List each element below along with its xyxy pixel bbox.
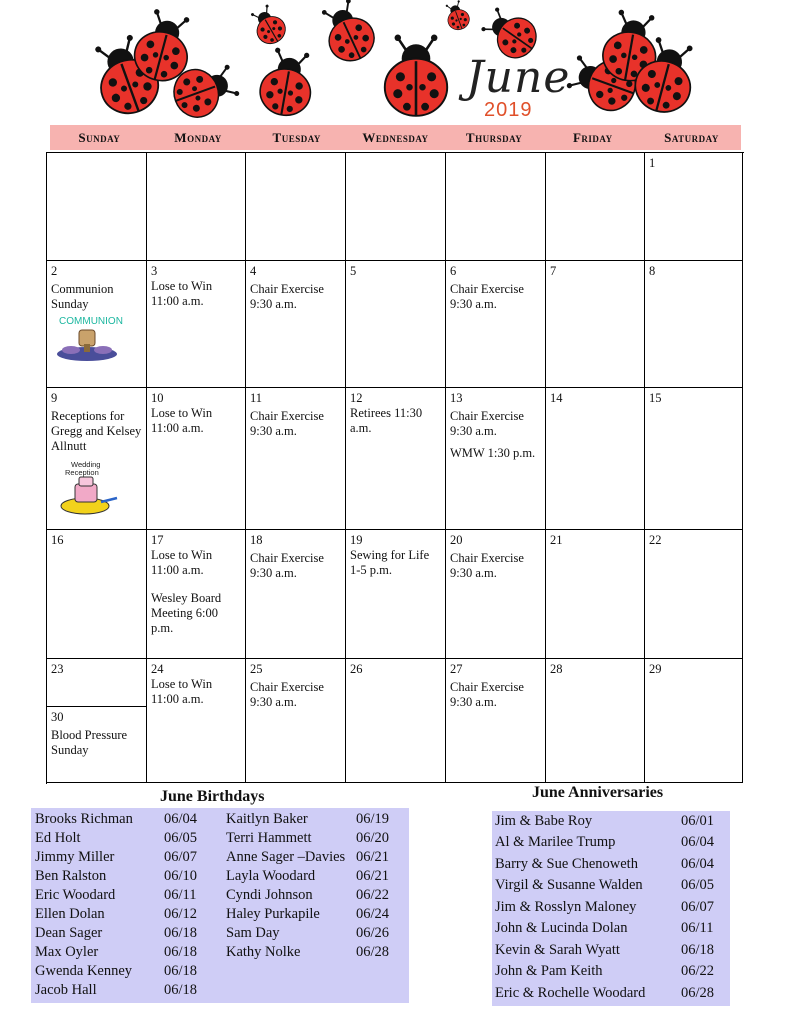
birthday-date: 06/18	[164, 982, 198, 998]
calendar-cell-day-2	[47, 261, 147, 388]
day-number: 9	[51, 391, 58, 405]
birthday-date: 06/24	[356, 906, 390, 922]
event-text: Receptions for Gregg and Kelsey Allnutt	[51, 409, 142, 453]
event-text: Lose to Win 11:00 a.m.	[151, 548, 213, 577]
day-number: 25	[250, 662, 263, 676]
birthday-date: 06/05	[164, 830, 198, 846]
day-number: 11	[250, 391, 263, 405]
day-number: 4	[250, 264, 257, 278]
birthday-name: Dean Sager	[35, 925, 103, 941]
birthday-date: 06/21	[356, 868, 390, 884]
birthday-date: 06/26	[356, 925, 390, 941]
birthday-date: 06/04	[164, 811, 198, 827]
wedding-cake-icon	[51, 458, 127, 516]
day-number: 27	[450, 662, 463, 676]
birthday-name: Ed Holt	[35, 830, 81, 846]
event-text: Chair Exercise 9:30 a.m.	[450, 409, 524, 438]
calendar-cell-day-21	[546, 530, 645, 659]
ladybug-icon	[315, 0, 381, 68]
calendar-cell-day-12	[346, 388, 446, 530]
weekday-friday: Friday	[572, 130, 613, 145]
anniversary-date: 06/05	[681, 877, 715, 893]
calendar-cell-day-9	[47, 388, 147, 530]
day-number: 29	[649, 662, 662, 676]
weekday-wednesday: Wednesday	[362, 130, 429, 145]
day-number: 2	[51, 264, 58, 278]
anniversary-date: 06/22	[681, 963, 715, 979]
day-number: 30	[51, 710, 64, 724]
ladybug-banner	[0, 0, 791, 124]
weekday-sunday: Sunday	[78, 130, 121, 145]
event-text: Chair Exercise 9:30 a.m.	[450, 551, 524, 580]
birthday-name: Kathy Nolke	[226, 944, 301, 960]
event-text: Lose to Win 11:00 a.m.	[151, 406, 213, 435]
birthday-date: 06/18	[164, 944, 198, 960]
event-text: Chair Exercise 9:30 a.m.	[250, 282, 324, 311]
calendar-cell-day-8	[645, 261, 743, 388]
calendar-cell-day-23	[47, 659, 147, 707]
birthday-date: 06/07	[164, 849, 198, 865]
calendar-cell-day-5	[346, 261, 446, 388]
calendar-cell-day-22	[645, 530, 743, 659]
day-number: 3	[151, 264, 158, 278]
calendar-cell-day-20	[446, 530, 546, 659]
anniversary-name: Eric & Rochelle Woodard	[495, 985, 646, 1001]
calendar-cell-day-13	[446, 388, 546, 530]
event-text: Chair Exercise 9:30 a.m.	[250, 409, 324, 438]
day-number: 1	[649, 156, 656, 170]
calendar-cell-empty	[346, 153, 446, 261]
calendar-cell-day-14	[546, 388, 645, 530]
year-title: 2019	[484, 99, 533, 121]
calendar-cell-day-6	[446, 261, 546, 388]
day-number: 24	[151, 662, 164, 676]
calendar-cell-day-29	[645, 659, 743, 783]
event-text: Communion Sunday	[51, 282, 114, 311]
day-number: 17	[151, 533, 164, 547]
day-number: 5	[350, 264, 357, 278]
birthday-date: 06/10	[164, 868, 198, 884]
day-number: 20	[450, 533, 463, 547]
birthdays-list	[31, 808, 409, 1003]
event-text: Sewing for Life 1-5 p.m.	[350, 548, 430, 577]
birthday-name: Ben Ralston	[35, 868, 107, 884]
calendar-cell-empty	[446, 153, 546, 261]
event-text: Chair Exercise 9:30 a.m.	[250, 551, 324, 580]
anniversary-name: John & Lucinda Dolan	[495, 920, 628, 936]
birthday-date: 06/18	[164, 963, 198, 979]
ladybug-illustrations	[0, 0, 791, 124]
calendar-cell-day-7	[546, 261, 645, 388]
calendar-cell-day-24	[147, 659, 246, 783]
anniversaries-title: June Anniversaries	[532, 784, 664, 801]
calendar-cell-day-16	[47, 530, 147, 659]
anniversary-date: 06/04	[681, 834, 715, 850]
anniversary-date: 06/04	[681, 856, 715, 872]
birthday-name: Haley Purkapile	[226, 906, 320, 922]
day-number: 21	[550, 533, 563, 547]
communion-icon	[51, 314, 127, 364]
event-text: Lose to Win 11:00 a.m.	[151, 279, 213, 308]
calendar-cell-day-19	[346, 530, 446, 659]
calendar-cell-empty	[47, 153, 147, 261]
birthday-name: Max Oyler	[35, 944, 99, 960]
day-number: 18	[250, 533, 263, 547]
day-number: 14	[550, 391, 563, 405]
calendar-cell-empty	[546, 153, 645, 261]
anniversary-name: Kevin & Sarah Wyatt	[495, 942, 620, 958]
ladybug-icon	[442, 0, 472, 33]
event-text: Chair Exercise 9:30 a.m.	[250, 680, 324, 709]
day-number: 13	[450, 391, 463, 405]
ladybug-icon	[247, 2, 291, 49]
weekday-thursday: Thursday	[465, 130, 523, 145]
anniversary-name: Barry & Sue Chenoweth	[495, 856, 638, 872]
ladybug-icon	[385, 35, 447, 116]
birthday-name: Jimmy Miller	[35, 849, 115, 865]
birthday-name: Jacob Hall	[35, 982, 97, 998]
birthday-date: 06/12	[164, 906, 198, 922]
calendar-cell-day-27	[446, 659, 546, 783]
weekday-monday: Monday	[174, 130, 222, 145]
calendar-cell-empty	[147, 153, 246, 261]
day-number: 10	[151, 391, 164, 405]
birthday-name: Sam Day	[226, 925, 280, 941]
weekday-header	[50, 125, 741, 150]
event-text: WMW 1:30 p.m.	[450, 446, 536, 460]
anniversary-name: Jim & Babe Roy	[495, 813, 593, 829]
event-text: Retirees 11:30 a.m.	[350, 406, 423, 435]
day-number: 22	[649, 533, 662, 547]
calendar-cell-day-18	[246, 530, 346, 659]
birthday-date: 06/11	[164, 887, 197, 903]
communion-label: COMMUNION	[59, 316, 123, 327]
day-number: 23	[51, 662, 64, 676]
event-text: Blood Pressure Sunday	[51, 728, 128, 757]
anniversary-date: 06/01	[681, 813, 715, 829]
birthday-name: Layla Woodard	[226, 868, 316, 884]
anniversary-name: Jim & Rosslyn Maloney	[495, 899, 637, 915]
day-number: 15	[649, 391, 662, 405]
birthday-name: Brooks Richman	[35, 811, 133, 827]
calendar-cell-day-1	[645, 153, 743, 261]
birthday-name: Ellen Dolan	[35, 906, 105, 922]
day-number: 19	[350, 533, 363, 547]
weekday-saturday: Saturday	[664, 130, 719, 145]
day-number: 6	[450, 264, 457, 278]
birthday-date: 06/22	[356, 887, 390, 903]
wedding-label: Wedding	[71, 460, 101, 469]
calendar-cell-day-30	[47, 707, 147, 783]
anniversary-date: 06/18	[681, 942, 715, 958]
birthday-name: Eric Woodard	[35, 887, 116, 903]
day-number: 12	[350, 391, 363, 405]
day-number: 8	[649, 264, 656, 278]
calendar-cell-empty	[246, 153, 346, 261]
month-title: June	[466, 52, 571, 103]
birthday-name: Kaitlyn Baker	[226, 811, 308, 827]
day-number: 7	[550, 264, 557, 278]
calendar-grid	[46, 152, 744, 784]
calendar-cell-day-15	[645, 388, 743, 530]
day-number: 16	[51, 533, 64, 547]
birthday-date: 06/20	[356, 830, 390, 846]
calendar-cell-day-25	[246, 659, 346, 783]
calendar-cell-day-11	[246, 388, 346, 530]
birthday-name: Terri Hammett	[226, 830, 312, 846]
birthday-date: 06/19	[356, 811, 390, 827]
birthday-name: Cyndi Johnson	[226, 887, 313, 903]
anniversary-name: Al & Marilee Trump	[495, 834, 616, 850]
event-text: Chair Exercise 9:30 a.m.	[450, 282, 524, 311]
calendar-cell-day-17	[147, 530, 246, 659]
birthday-date: 06/18	[164, 925, 198, 941]
calendar-cell-day-28	[546, 659, 645, 783]
day-number: 28	[550, 662, 563, 676]
reception-label: Reception	[65, 468, 99, 477]
day-number: 26	[350, 662, 363, 676]
weekday-tuesday: Tuesday	[272, 130, 321, 145]
anniversary-date: 06/28	[681, 985, 715, 1001]
ladybug-icon	[256, 46, 317, 119]
birthday-name: Anne Sager –Davies	[226, 849, 346, 865]
birthday-date: 06/21	[356, 849, 390, 865]
anniversaries-list	[492, 811, 730, 1006]
event-text: Chair Exercise 9:30 a.m.	[450, 680, 524, 709]
birthday-date: 06/28	[356, 944, 390, 960]
anniversary-date: 06/11	[681, 920, 714, 936]
calendar-cell-day-3	[147, 261, 246, 388]
calendar-cell-day-10	[147, 388, 246, 530]
anniversary-name: Virgil & Susanne Walden	[495, 877, 643, 893]
birthday-name: Gwenda Kenney	[35, 963, 133, 979]
calendar-cell-day-4	[246, 261, 346, 388]
event-text: Wesley Board Meeting 6:00 p.m.	[151, 591, 222, 635]
anniversary-name: John & Pam Keith	[495, 963, 603, 979]
event-text: Lose to Win 11:00 a.m.	[151, 677, 213, 706]
anniversary-date: 06/07	[681, 899, 715, 915]
birthdays-title: June Birthdays	[160, 788, 265, 805]
calendar-cell-day-26	[346, 659, 446, 783]
